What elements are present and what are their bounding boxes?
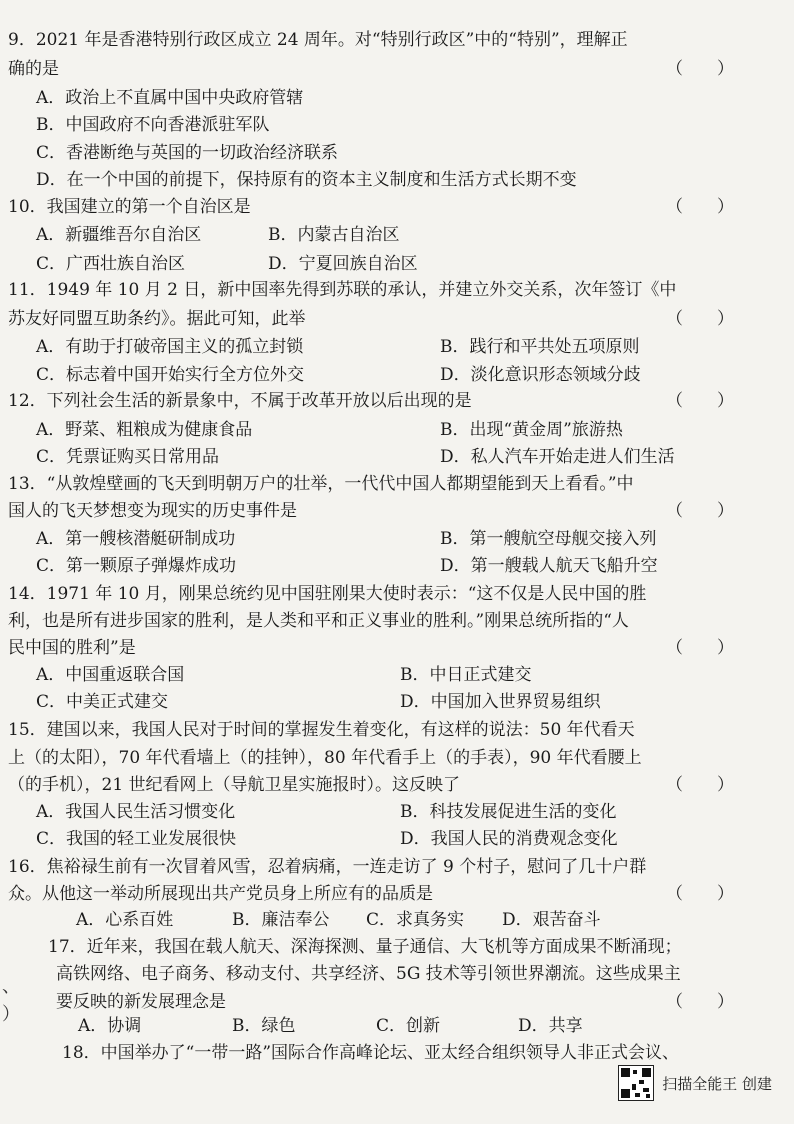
q12-options-ab	[0, 416, 794, 444]
q10-stem: 10．我国建立的第一个自治区是	[8, 197, 251, 217]
q10-options-cd	[0, 250, 794, 278]
option-a[interactable]: A．野菜、粗粮成为健康食品	[36, 420, 253, 440]
q12-answer-paren[interactable]: （ ）	[666, 391, 734, 411]
q9-stem-2: 确的是	[8, 59, 59, 79]
option-b[interactable]: B．第一艘航空母舰交接入列	[440, 529, 657, 549]
option-d[interactable]: D．我国人民的消费观念变化	[400, 829, 618, 849]
margin-mark-1: 、	[2, 976, 20, 997]
q17-stem-1: 17．近年来，我国在载人航天、深海探测、量子通信、大飞机等方面成果不断涌现；	[48, 937, 682, 957]
q16-stem-line-2	[0, 880, 794, 908]
option-b[interactable]: B．中国政府不向香港派驻军队	[36, 115, 270, 135]
q15-stem-1: 15．建国以来，我国人民对于时间的掌握发生着变化，有这样的说法：50 年代看天	[8, 720, 635, 740]
option-c[interactable]: C．广西壮族自治区	[36, 254, 186, 274]
option-d[interactable]: D．艰苦奋斗	[502, 910, 601, 930]
q15-stem-line-3	[0, 771, 794, 799]
option-b[interactable]: B．廉洁奉公	[232, 910, 330, 930]
q11-stem-line-2	[0, 305, 794, 333]
q11-options-ab	[0, 333, 794, 361]
q15-answer-paren[interactable]: （ ）	[666, 775, 734, 795]
q17-stem-line-2	[0, 960, 794, 988]
q12-options-cd	[0, 443, 794, 471]
q13-stem-2: 国人的飞天梦想变为现实的历史事件是	[8, 501, 297, 521]
q15-stem-3: （的手机），21 世纪看网上（导航卫星实施报时）。这反映了	[8, 775, 461, 795]
option-b[interactable]: B．科技发展促进生活的变化	[400, 802, 617, 822]
option-d[interactable]: D．共享	[518, 1016, 583, 1036]
q9-option-b	[0, 111, 794, 139]
option-a[interactable]: A．我国人民生活习惯变化	[36, 802, 236, 822]
q16-stem-2: 众。从他这一举动所展现出共产党员身上所应有的品质是	[8, 884, 433, 904]
q14-stem-line-3	[0, 634, 794, 662]
q14-options-cd	[0, 688, 794, 716]
q13-stem-line-1	[0, 470, 794, 498]
q9-answer-paren[interactable]: （ ）	[666, 59, 734, 79]
option-a[interactable]: A．新疆维吾尔自治区	[36, 225, 202, 245]
option-c[interactable]: C．求真务实	[366, 910, 465, 930]
q11-options-cd	[0, 361, 794, 389]
option-d[interactable]: D．中国加入世界贸易组织	[400, 692, 601, 712]
q18-stem-1: 18．中国举办了“一带一路”国际合作高峰论坛、亚太经合组织领导人非正式会议、	[62, 1043, 680, 1063]
q17-answer-paren[interactable]: （ ）	[666, 992, 734, 1012]
q11-stem-1: 11．1949 年 10 月 2 日，新中国率先得到苏联的承认，并建立外交关系，次年签订《中	[8, 280, 677, 300]
q9-option-d	[0, 166, 794, 194]
q15-options-cd	[0, 825, 794, 853]
option-c[interactable]: C．第一颗原子弹爆炸成功	[36, 556, 237, 576]
option-c[interactable]: C．凭票证购买日常用品	[36, 447, 220, 467]
option-c[interactable]: C．创新	[376, 1016, 441, 1036]
option-d[interactable]: D．宁夏回族自治区	[268, 254, 418, 274]
option-a[interactable]: A．政治上不直属中国中央政府管辖	[36, 88, 304, 108]
option-a[interactable]: A．协调	[78, 1016, 142, 1036]
option-b[interactable]: B．出现“黄金周”旅游热	[440, 420, 623, 440]
q10-options-ab	[0, 221, 794, 249]
q13-options-cd	[0, 552, 794, 580]
option-a[interactable]: A．心系百姓	[76, 910, 174, 930]
q15-stem-line-2	[0, 744, 794, 772]
option-d[interactable]: D．在一个中国的前提下，保持原有的资本主义制度和生活方式长期不变	[36, 170, 577, 190]
q14-stem-2: 利，也是所有进步国家的胜利，是人类和平和正义事业的胜利。”刚果总统所指的“人	[8, 611, 629, 631]
option-c[interactable]: C．香港断绝与英国的一切政治经济联系	[36, 143, 339, 163]
option-b[interactable]: B．绿色	[232, 1016, 296, 1036]
q14-stem-line-2	[0, 607, 794, 635]
q12-stem-line	[0, 387, 794, 415]
option-d[interactable]: D．淡化意识形态领域分歧	[440, 365, 641, 385]
option-d[interactable]: D．第一艘载人航天飞船升空	[440, 556, 658, 576]
q14-stem-1: 14．1971 年 10 月，刚果总统约见中国驻刚果大使时表示：“这不仅是人民中国的胜	[8, 584, 647, 604]
qr-code-icon	[618, 1065, 654, 1101]
q12-stem: 12．下列社会生活的新景象中，不属于改革开放以后出现的是	[8, 391, 472, 411]
option-a[interactable]: A．第一艘核潜艇研制成功	[36, 529, 236, 549]
q11-stem-line-1	[0, 276, 794, 304]
q16-stem-line-1	[0, 853, 794, 881]
q15-stem-line-1	[0, 716, 794, 744]
q13-stem-line-2	[0, 497, 794, 525]
q9-stem-line-2	[0, 55, 794, 83]
option-b[interactable]: B．内蒙古自治区	[268, 225, 400, 245]
scanner-watermark-text: 扫描全能王 创建	[662, 1074, 772, 1093]
option-a[interactable]: A．中国重返联合国	[36, 665, 185, 685]
q16-answer-paren[interactable]: （ ）	[666, 884, 734, 904]
q15-stem-2: 上（的太阳），70 年代看墙上（的挂钟），80 年代看手上（的手表），90 年代看腰上	[8, 748, 642, 768]
option-c[interactable]: C．我国的轻工业发展很快	[36, 829, 237, 849]
q13-answer-paren[interactable]: （ ）	[666, 501, 734, 521]
q18-stem-line-1	[0, 1039, 794, 1067]
option-b[interactable]: B．中日正式建交	[400, 665, 532, 685]
q15-options-ab	[0, 798, 794, 826]
q14-answer-paren[interactable]: （ ）	[666, 638, 734, 658]
q16-options	[0, 906, 794, 934]
q17-stem-line-1	[0, 933, 794, 961]
scanner-watermark	[618, 1066, 772, 1100]
q14-stem-3: 民中国的胜利”是	[8, 638, 136, 658]
q9-stem-line-1	[0, 26, 794, 54]
q10-stem-line	[0, 193, 794, 221]
q14-options-ab	[0, 661, 794, 689]
margin-mark-2: ）	[2, 1004, 20, 1025]
q13-stem-1: 13．“从敦煌壁画的飞天到明朝万户的壮举，一代代中国人都期望能到天上看看。”中	[8, 474, 634, 494]
q16-stem-1: 16．焦裕禄生前有一次冒着风雪，忍着病痛，一连走访了 9 个村子，慰问了几十户群	[8, 857, 647, 877]
q9-stem-1: 9．2021 年是香港特别行政区成立 24 周年。对“特别行政区”中的“特别”，理解正	[8, 30, 628, 50]
q10-answer-paren[interactable]: （ ）	[666, 197, 734, 217]
q11-stem-2: 苏友好同盟互助条约》。据此可知，此举	[8, 309, 306, 329]
option-b[interactable]: B．践行和平共处五项原则	[440, 337, 640, 357]
q14-stem-line-1	[0, 580, 794, 608]
q9-option-c	[0, 139, 794, 167]
option-d[interactable]: D．私人汽车开始走进人们生活	[440, 447, 675, 467]
option-c[interactable]: C．标志着中国开始实行全方位外交	[36, 365, 305, 385]
option-c[interactable]: C．中美正式建交	[36, 692, 169, 712]
option-a[interactable]: A．有助于打破帝国主义的孤立封锁	[36, 337, 304, 357]
q9-option-a	[0, 84, 794, 112]
q11-answer-paren[interactable]: （ ）	[666, 309, 734, 329]
q17-stem-3: 要反映的新发展理念是	[56, 992, 226, 1012]
q17-stem-2: 高铁网络、电子商务、移动支付、共享经济、5G 技术等引领世界潮流。这些成果主	[56, 964, 681, 984]
q17-options	[0, 1012, 794, 1040]
q13-options-ab	[0, 525, 794, 553]
